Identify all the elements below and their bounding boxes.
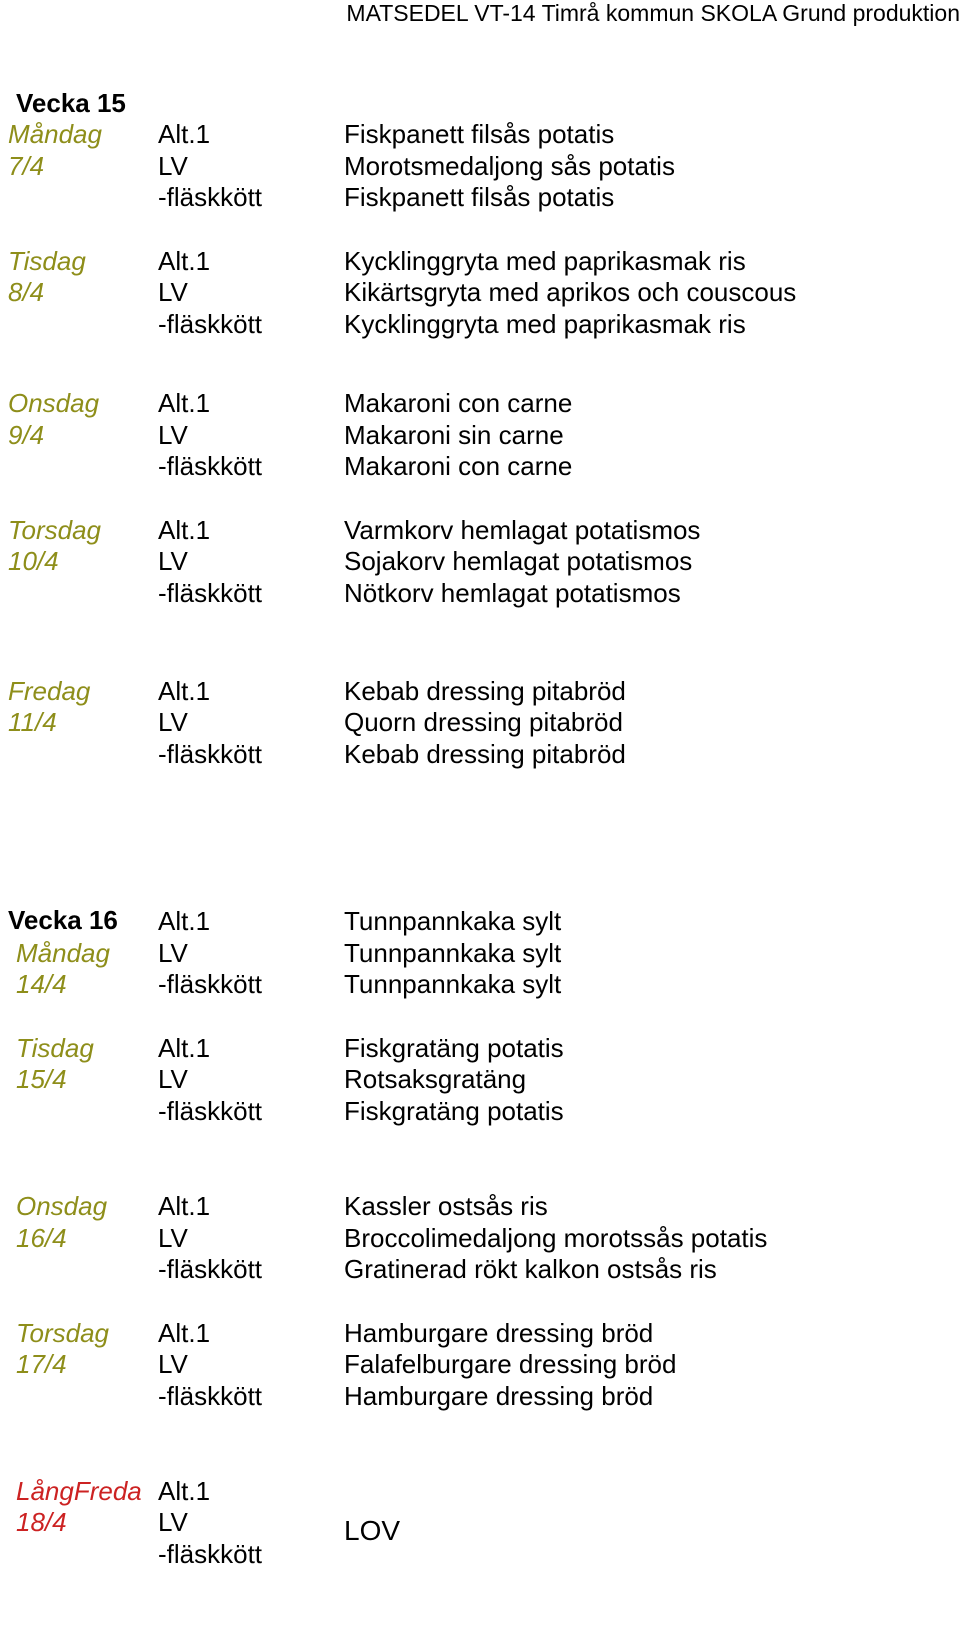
- alt1-label: Alt.1: [158, 1191, 211, 1221]
- dish-alt1: Kebab dressing pitabröd: [344, 676, 626, 706]
- alt1-label: Alt.1: [158, 388, 211, 418]
- dish-lv: Quorn dressing pitabröd: [344, 707, 623, 737]
- flask-label: -fläskkött: [158, 309, 263, 339]
- dish-lv: Rotsaksgratäng: [344, 1064, 527, 1094]
- day-date: 18/4: [16, 1507, 67, 1537]
- lv-label: LV: [158, 707, 188, 737]
- day-date: 10/4: [8, 546, 59, 576]
- day-date: 11/4: [8, 707, 57, 737]
- day-name: Måndag: [16, 938, 110, 968]
- day-name: Onsdag: [16, 1191, 108, 1221]
- dish-lv: Kikärtsgryta med aprikos och couscous: [344, 277, 797, 307]
- dish-flask: Kebab dressing pitabröd: [344, 739, 626, 769]
- dish-alt1: Kassler ostsås ris: [344, 1191, 548, 1221]
- alt1-label: Alt.1: [158, 119, 211, 149]
- alt1-label: Alt.1: [158, 246, 211, 276]
- dish-alt1: Kycklinggryta med paprikasmak ris: [344, 246, 746, 276]
- day-date: 16/4: [16, 1223, 67, 1253]
- dish-flask: Tunnpannkaka sylt: [344, 969, 562, 999]
- dish-flask: Kycklinggryta med paprikasmak ris: [344, 309, 746, 339]
- day-name: Fredag: [8, 676, 91, 706]
- dish-flask: Fiskpanett filsås potatis: [344, 182, 615, 212]
- day-date: 17/4: [16, 1349, 67, 1379]
- lv-label: LV: [158, 938, 188, 968]
- dish-flask: Fiskgratäng potatis: [344, 1096, 564, 1126]
- alt1-label: Alt.1: [158, 515, 211, 545]
- day-date: 14/4: [16, 969, 67, 999]
- day-date: 15/4: [16, 1064, 67, 1094]
- dish-lv: Broccolimedaljong morotssås potatis: [344, 1223, 768, 1253]
- flask-label: -fläskkött: [158, 182, 263, 212]
- dish-alt1: Tunnpannkaka sylt: [344, 906, 562, 936]
- dish-alt1: Varmkorv hemlagat potatismos: [344, 515, 701, 545]
- dish-alt1: Fiskgratäng potatis: [344, 1033, 564, 1063]
- dish-alt1: Hamburgare dressing bröd: [344, 1318, 654, 1348]
- flask-label: -fläskkött: [158, 578, 263, 608]
- day-date: 7/4: [8, 151, 45, 181]
- alt1-label: Alt.1: [158, 1033, 211, 1063]
- lv-label: LV: [158, 546, 188, 576]
- dish-lv: Falafelburgare dressing bröd: [344, 1349, 677, 1379]
- day-name: Torsdag: [8, 515, 101, 545]
- day-date: 8/4: [8, 277, 45, 307]
- dish-lv: Morotsmedaljong sås potatis: [344, 151, 675, 181]
- lv-label: LV: [158, 1223, 188, 1253]
- flask-label: -fläskkött: [158, 1539, 263, 1569]
- dish-alt1: Makaroni con carne: [344, 388, 573, 418]
- week-title: Vecka 16: [8, 905, 118, 935]
- flask-label: -fläskkött: [158, 1381, 263, 1411]
- day-name: Torsdag: [16, 1318, 109, 1348]
- alt1-label: Alt.1: [158, 906, 211, 936]
- dish-lv: Sojakorv hemlagat potatismos: [344, 546, 693, 576]
- dish-flask: Hamburgare dressing bröd: [344, 1381, 654, 1411]
- holiday-note: LOV: [344, 1515, 401, 1546]
- alt1-label: Alt.1: [158, 1318, 211, 1348]
- day-name: Tisdag: [8, 246, 86, 276]
- dish-alt1: Fiskpanett filsås potatis: [344, 119, 615, 149]
- dish-lv: Tunnpannkaka sylt: [344, 938, 562, 968]
- week-title: Vecka 15: [16, 88, 126, 118]
- lv-label: LV: [158, 277, 188, 307]
- flask-label: -fläskkött: [158, 969, 263, 999]
- day-name: LångFreda: [16, 1476, 142, 1506]
- day-name: Tisdag: [16, 1033, 94, 1063]
- lv-label: LV: [158, 420, 188, 450]
- lv-label: LV: [158, 1349, 188, 1379]
- flask-label: -fläskkött: [158, 1096, 263, 1126]
- page-header: MATSEDEL VT-14 Timrå kommun SKOLA Grund produktion: [346, 0, 960, 26]
- flask-label: -fläskkött: [158, 451, 263, 481]
- dish-flask: Nötkorv hemlagat potatismos: [344, 578, 681, 608]
- day-name: Onsdag: [8, 388, 100, 418]
- flask-label: -fläskkött: [158, 1254, 263, 1284]
- day-name: Måndag: [8, 119, 102, 149]
- alt1-label: Alt.1: [158, 1476, 211, 1506]
- dish-lv: Makaroni sin carne: [344, 420, 564, 450]
- lv-label: LV: [158, 151, 188, 181]
- lv-label: LV: [158, 1507, 188, 1537]
- dish-flask: Makaroni con carne: [344, 451, 573, 481]
- alt1-label: Alt.1: [158, 676, 211, 706]
- lv-label: LV: [158, 1064, 188, 1094]
- day-date: 9/4: [8, 420, 45, 450]
- flask-label: -fläskkött: [158, 739, 263, 769]
- dish-flask: Gratinerad rökt kalkon ostsås ris: [344, 1254, 717, 1284]
